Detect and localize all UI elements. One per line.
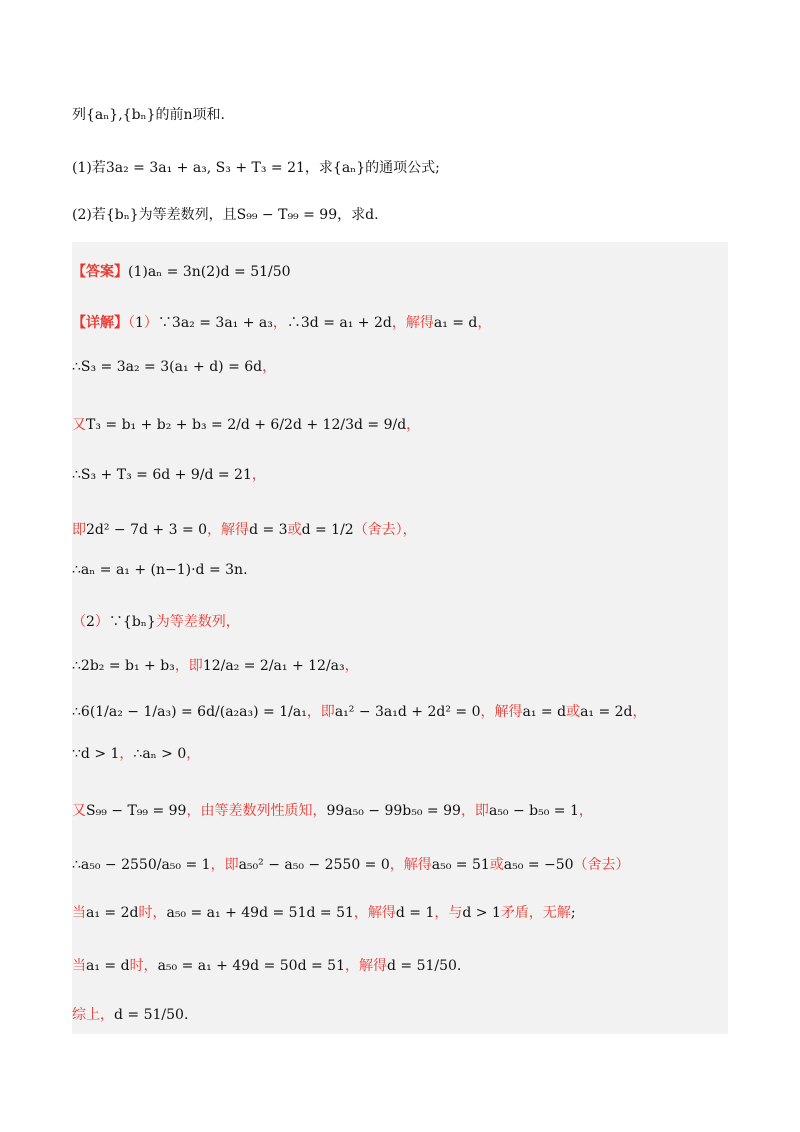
detail-line-10 [72, 745, 200, 763]
detail-line-6-text: ∴aₙ = a₁ + (n−1)·d = 3n. [72, 562, 248, 578]
detail-line-14 [72, 957, 461, 975]
question-part-2 [72, 206, 379, 224]
detail-line-13-text: 当a₁ = 2d时，a₅₀ = a₁ + 49d = 51d = 51，解得d = 1，与d > 1矛盾，无解; [72, 905, 576, 921]
detail-line-4 [72, 466, 266, 484]
answer-line [72, 263, 291, 281]
detail-line-4-text: ∴S₃ + T₃ = 6d + 9/d = 21， [72, 467, 266, 483]
detail-line-1-text: （1）∵3a₂ = 3a₁ + a₃，∴3d = a₁ + 2d，解得a₁ = d， [128, 315, 492, 331]
detail-line-6 [72, 561, 248, 579]
detail-line-2 [72, 358, 276, 376]
detail-line-3 [72, 416, 420, 434]
detail-line-9-text: ∴6(1/a₂ − 1/a₃) = 6d/(a₂a₃) = 1/a₁，即a₁² − 3a₁d + 2d² = 0，解得a₁ = d或a₁ = 2d， [72, 704, 647, 720]
answer-part-2: (2)d = 51/50 [200, 264, 291, 280]
question-part-1-text: (1)若3a₂ = 3a₁ + a₃, S₃ + T₃ = 21，求{aₙ}的通项公式; [72, 160, 440, 176]
detail-line-14-text: 当a₁ = d时，a₅₀ = a₁ + 49d = 50d = 51，解得d = 51/50. [72, 958, 462, 974]
detail-line-11-text: 又S₉₉ − T₉₉ = 99，由等差数列性质知，99a₅₀ − 99b₅₀ = 99，即a₅₀ − b₅₀ = 1， [72, 803, 593, 819]
question-line-1 [72, 106, 225, 124]
question-line-1-text: 列{aₙ},{bₙ}的前n项和. [72, 107, 225, 123]
detail-tag: 【详解】 [72, 315, 128, 331]
detail-line-8 [72, 657, 359, 675]
detail-line-11 [72, 802, 593, 820]
detail-line-9 [72, 703, 647, 721]
question-part-2-text: (2)若{bₙ}为等差数列，且S₉₉ − T₉₉ = 99，求d. [72, 207, 379, 223]
detail-line-7-text: （2）∵{bₙ}为等差数列， [72, 614, 240, 630]
detail-line-8-text: ∴2b₂ = b₁ + b₃，即12/a₂ = 2/a₁ + 12/a₃， [72, 658, 359, 674]
detail-line-12 [72, 856, 630, 874]
detail-line-7 [72, 613, 240, 631]
answer-part-1: (1)aₙ = 3n [128, 264, 201, 280]
detail-line-3-text: 又T₃ = b₁ + b₂ + b₃ = 2/d + 6/2d + 12/3d = 9/d， [72, 417, 421, 433]
detail-line-13 [72, 904, 576, 922]
detail-line-2-text: ∴S₃ = 3a₂ = 3(a₁ + d) = 6d， [72, 359, 277, 375]
answer-tag: 【答案】 [72, 264, 128, 280]
detail-line-5-text: 即2d² − 7d + 3 = 0，解得d = 3或d = 1/2（舍去）， [72, 522, 417, 538]
detail-line-15-text: 综上，d = 51/50. [72, 1007, 189, 1023]
detail-line-12-text: ∴a₅₀ − 2550/a₅₀ = 1，即a₅₀² − a₅₀ − 2550 = 0，解得a₅₀ = 51或a₅₀ = −50（舍去） [72, 857, 630, 873]
detail-line-10-text: ∵d > 1，∴aₙ > 0， [72, 746, 201, 762]
detail-line-5 [72, 521, 417, 539]
detail-line-15 [72, 1006, 188, 1024]
detail-line-1 [72, 314, 491, 332]
question-part-1 [72, 159, 440, 177]
